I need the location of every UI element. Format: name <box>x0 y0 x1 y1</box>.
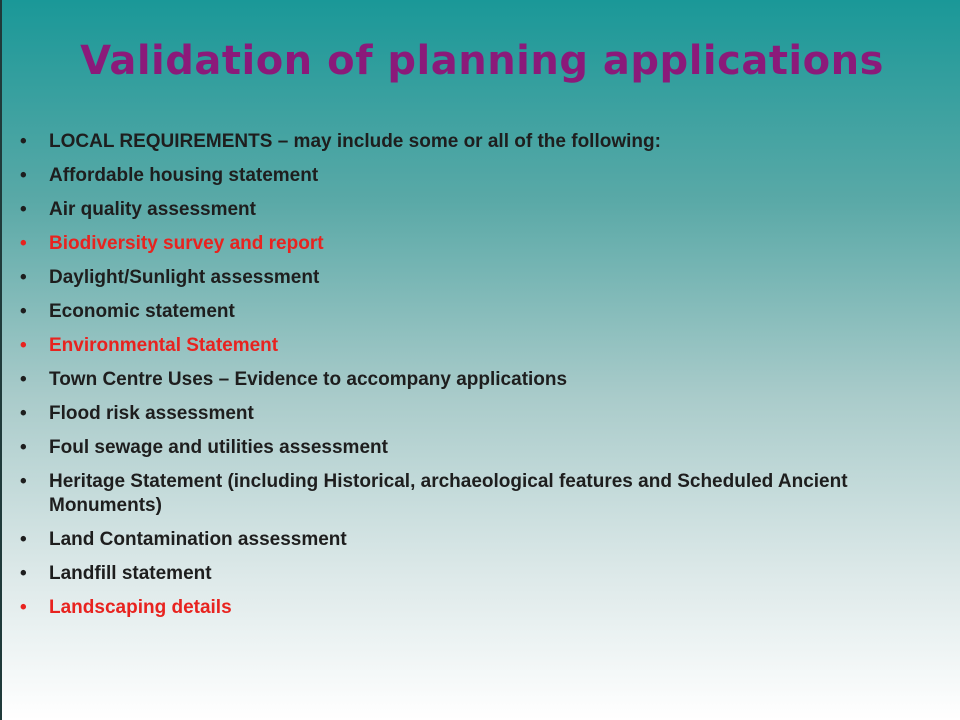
bullet-text: Town Centre Uses – Evidence to accompany applications <box>49 369 568 390</box>
bullet-icon: • <box>20 563 27 584</box>
bullet-icon: • <box>20 437 27 458</box>
bullet-icon: • <box>20 597 27 618</box>
bullet-list <box>20 130 920 630</box>
bullet-icon: • <box>20 403 27 424</box>
bullet-item <box>20 368 920 392</box>
bullet-text: Flood risk assessment <box>49 403 254 424</box>
bullet-text: Landscaping details <box>49 597 232 618</box>
bullet-item <box>20 164 920 188</box>
bullet-item <box>20 300 920 324</box>
bullet-text: Daylight/Sunlight assessment <box>49 267 320 288</box>
bullet-text: Land Contamination assessment <box>49 529 347 550</box>
bullet-item <box>20 596 920 620</box>
bullet-item <box>20 266 920 290</box>
bullet-text: Landfill statement <box>49 563 212 584</box>
bullet-text: Air quality assessment <box>49 199 256 220</box>
bullet-text: Economic statement <box>49 301 235 322</box>
bullet-icon: • <box>20 529 27 550</box>
bullet-item <box>20 470 920 518</box>
bullet-text: LOCAL REQUIREMENTS – may include some or all of the following: <box>49 131 661 152</box>
bullet-text: Foul sewage and utilities assessment <box>49 437 388 458</box>
bullet-icon: • <box>20 335 27 356</box>
bullet-icon: • <box>20 131 27 152</box>
bullet-item <box>20 528 920 552</box>
bullet-item <box>20 334 920 358</box>
bullet-item <box>20 198 920 222</box>
bullet-text: Affordable housing statement <box>49 165 319 186</box>
bullet-text: Environmental Statement <box>49 335 279 356</box>
bullet-item <box>20 402 920 426</box>
bullet-text: Biodiversity survey and report <box>49 233 324 254</box>
bullet-icon: • <box>20 471 27 492</box>
bullet-icon: • <box>20 267 27 288</box>
bullet-icon: • <box>20 233 27 254</box>
bullet-item <box>20 232 920 256</box>
bullet-icon: • <box>20 369 27 390</box>
bullet-item <box>20 562 920 586</box>
bullet-text: Heritage Statement (including Historical, archaeological features and Scheduled Ancient Monuments) <box>49 471 848 516</box>
bullet-item <box>20 130 920 154</box>
slide-title: Validation of planning applications <box>80 38 884 84</box>
bullet-icon: • <box>20 301 27 322</box>
bullet-item <box>20 436 920 460</box>
bullet-icon: • <box>20 199 27 220</box>
bullet-icon: • <box>20 165 27 186</box>
